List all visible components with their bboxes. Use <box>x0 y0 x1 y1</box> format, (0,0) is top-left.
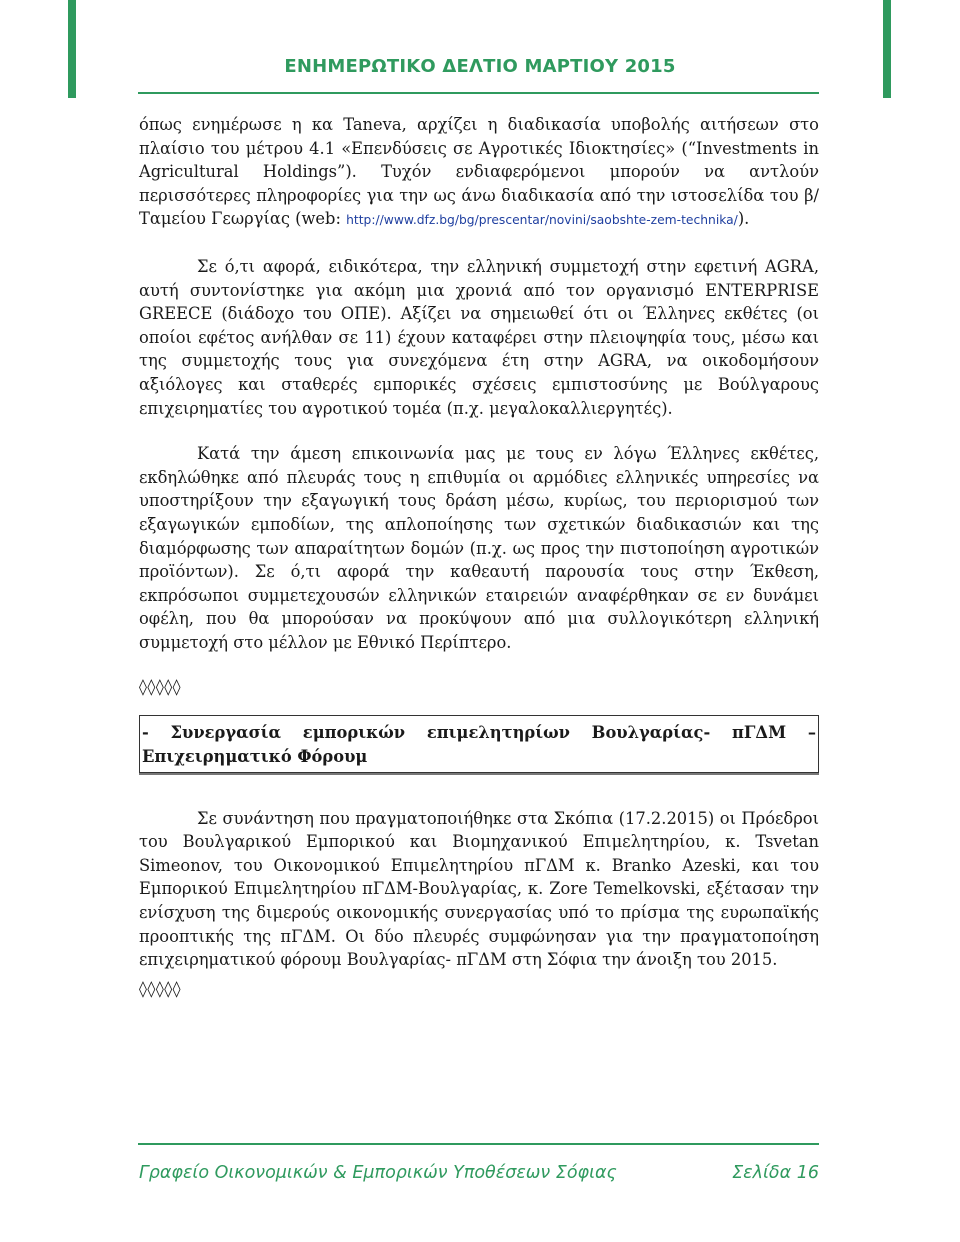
section-heading: - Συνεργασία εμπορικών επιμελητηρίων Βουλγαρίας- πΓΔΜ – Επιχειρηματικό Φόρουμ <box>142 723 816 767</box>
footer-office: Γραφείο Οικονομικών & Εμπορικών Υποθέσεων Σόφιας <box>139 1163 617 1183</box>
footer-page-number: Σελίδα 16 <box>732 1163 819 1183</box>
page-footer <box>139 1163 819 1183</box>
paragraph-skopje-meeting: Σε συνάντηση που πραγματοποιήθηκε στα Σκόπια (17.2.2015) οι Πρόεδροι του Βουλγαρικού Εμπορικού και Βιομηχανικού Επιμελητηρίου, κ. Tsvetan Simeonov, του Οικονομικού Επιμελητηρίου πΓΔΜ κ. Branko Azeski, και του Εμπορικού Επιμελητηρίου πΓΔΜ-Βουλγαρίας, κ. Zore Temelkovski, εξέτασαν την ενίσχυση της διμερούς οικονομικής συνεργασίας υπό το πρίσμα της ευρωπαϊκής προοπτικής της πΓΔΜ. Οι δύο πλευρές συμφώνησαν για την πραγματοποίηση επιχειρηματικού φόρουμ Βουλγαρίας- πΓΔΜ στη Σόφια την άνοιξη του 2015. <box>139 808 819 970</box>
section-heading-box <box>139 715 819 772</box>
paragraph-end: ). <box>737 209 750 229</box>
left-margin-bar <box>68 0 76 98</box>
paragraph-greek-participation: Σε ό,τι αφορά, ειδικότερα, την ελληνική συμμετοχή στην εφετινή AGRA, αυτή συντονίστηκε για ακόμη μια χρονιά από τον οργανισμό ENTERPRISE GREECE (διάδοχο του ΟΠΕ). Αξίζει να σημειωθεί ότι οι Έλληνες εκθέτες (οι οποίοι εφέτος ανήλθαν σε 11) έχουν καταφέρει στην πλειοψηφία τους, μέσω και της συμμετοχής τους για συνεχόμενα έτη στην AGRA, να οικοδομήσουν αξιόλογες και σταθερές εμπορικές σχέσεις εμπιστοσύνης με Βούλγαρους επιχειρηματίες του αγροτικού τομέα (π.χ. μεγαλοκαλλιεργητές). <box>139 256 819 418</box>
paragraph-exhibitors: Κατά την άμεση επικοινωνία μας με τους εν λόγω Έλληνες εκθέτες, εκδηλώθηκε από πλευράς τους η επιθυμία οι αρμόδιες ελληνικές υπηρεσίες να υποστηρίξουν την εξαγωγική τους δράση μέσω, κυρίως, του περιορισμού των εξαγωγικών εμποδίων, της απλοποίησης των σχετικών διαδικασιών και της διαμόρφωσης των απαραίτητων δομών (π.χ. ως προς την πιστοποίηση αγροτικών προϊόντων). Σε ό,τι αφορά την καθεαυτή παρουσία τους στην Έκθεση, εκπρόσωποι συμμετεχουσών ελληνικών εταιρειών αναφέρθηκαν σε εν δυνάμει οφέλη, που θα μπορούσαν να προκύψουν από μια συλλογικότερη ελληνική συμμετοχή στο μέλλον με Εθνικό Περίπτερο. <box>139 444 819 652</box>
paragraph-agra-measure <box>139 113 819 233</box>
header-divider <box>138 92 819 94</box>
newsletter-title: ΕΝΗΜΕΡΩΤΙΚΟ ΔΕΛΤΙΟ ΜΑΡΤΙΟΥ 2015 <box>284 56 676 77</box>
dfz-link[interactable]: http://www.dfz.bg/bg/prescentar/novini/saobshte-zem-technika/ <box>346 213 738 228</box>
footer-divider <box>138 1143 819 1145</box>
right-margin-bar <box>883 0 891 98</box>
paragraph-text: όπως ενημέρωσε η κα Taneva, αρχίζει η διαδικασία υποβολής αιτήσεων στο πλαίσιο του μέτρου 4.1 «Επενδύσεις σε Αγροτικές Ιδιοκτησίες» (“Investments in Agricultural Holdings”). Τυχόν ενδιαφερόμενοι μπορούν να αντλούν περισσότερες πληροφορίες για την ως άνω διαδικασία από την ιστοσελίδα του β/Ταμείου Γεωργίας (web: <box>139 115 819 229</box>
section-divider: ◊◊◊◊◊ <box>139 978 182 998</box>
page-content <box>139 113 819 1000</box>
section-divider: ◊◊◊◊◊ <box>139 677 182 697</box>
